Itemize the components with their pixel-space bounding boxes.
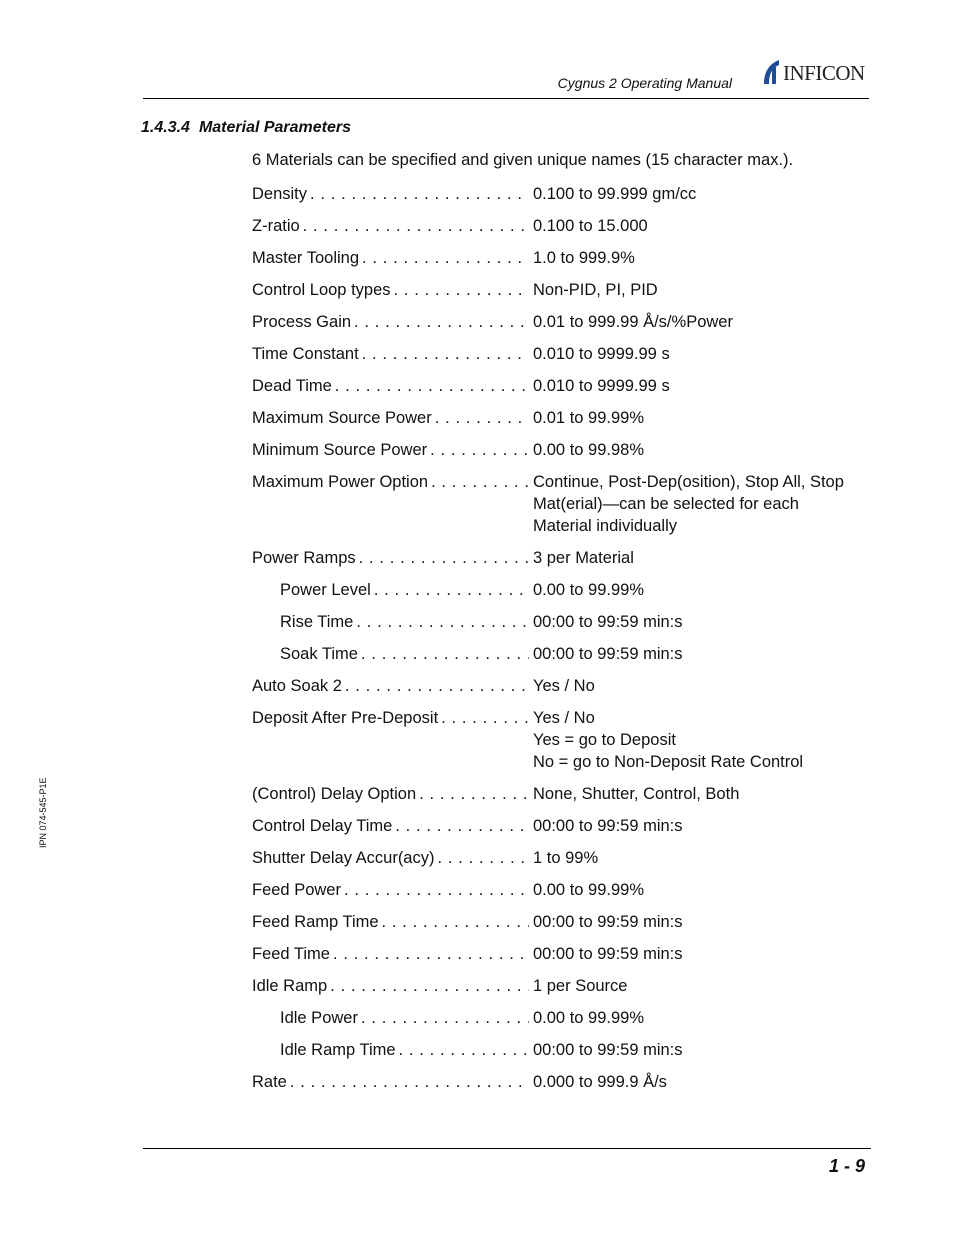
parameter-label-cell: [252, 579, 533, 601]
parameter-list: [252, 183, 872, 1103]
parameter-row: [252, 215, 872, 237]
parameter-row: [252, 375, 872, 397]
parameter-row: [252, 247, 872, 269]
parameter-value: [533, 579, 872, 601]
parameter-label-cell: [252, 343, 533, 365]
parameter-label: Idle Power: [280, 1009, 358, 1027]
parameter-value: [533, 279, 872, 301]
parameter-label-cell: [252, 1007, 533, 1029]
parameter-row: [252, 311, 872, 333]
dot-leader: [290, 1071, 529, 1093]
dot-leader: [361, 1007, 529, 1029]
parameter-label: Soak Time: [280, 645, 358, 663]
parameter-row: [252, 847, 872, 869]
parameter-value: [533, 847, 872, 869]
parameter-label-cell: [252, 943, 533, 965]
parameter-label-cell: [252, 1039, 533, 1061]
parameter-value: [533, 547, 872, 569]
parameter-label-cell: [252, 247, 533, 269]
parameter-value: [533, 911, 872, 933]
parameter-value: [533, 311, 872, 333]
parameter-row: [252, 547, 872, 569]
parameter-label: Maximum Power Option: [252, 473, 429, 491]
parameter-label-cell: [252, 643, 533, 665]
parameter-value: [533, 215, 872, 237]
parameter-value-line: 3 per Material: [533, 549, 634, 567]
parameter-row: [252, 643, 872, 665]
parameter-label-cell: [252, 815, 533, 837]
parameter-label-cell: [252, 675, 533, 697]
parameter-label: Process Gain: [252, 313, 352, 331]
parameter-row: [252, 439, 872, 461]
parameter-row: [252, 1071, 872, 1093]
parameter-row: [252, 1039, 872, 1061]
parameter-value: [533, 1071, 872, 1093]
parameter-label-cell: [252, 611, 533, 633]
parameter-value-line: Yes = go to Deposit: [533, 731, 676, 749]
section-title: Material Parameters: [198, 119, 352, 136]
parameter-label-cell: [252, 471, 533, 537]
inficon-logo: [760, 58, 872, 86]
parameter-label: Deposit After Pre-Deposit: [252, 709, 439, 727]
parameter-label: Rate: [252, 1073, 287, 1091]
parameter-label-cell: [252, 879, 533, 901]
parameter-label-cell: [252, 183, 533, 205]
parameter-value-line: 1.0 to 999.9%: [533, 249, 635, 267]
dot-leader: [333, 943, 529, 965]
parameter-value-line: Material individually: [533, 517, 677, 535]
parameter-value-line: 0.010 to 9999.99 s: [533, 345, 670, 363]
dot-leader: [419, 783, 529, 805]
parameter-value: [533, 1007, 872, 1029]
parameter-label-cell: [252, 975, 533, 997]
parameter-value: [533, 643, 872, 665]
logo-wordmark: INFICON: [783, 61, 865, 85]
dot-leader: [435, 407, 529, 429]
parameter-value-line: 0.01 to 99.99%: [533, 409, 645, 427]
parameter-value-line: 1 to 99%: [533, 849, 599, 867]
parameter-row: [252, 879, 872, 901]
dot-leader: [382, 911, 529, 933]
section-intro: 6 Materials can be specified and given unique names (15 character max.).: [252, 151, 794, 169]
parameter-value: [533, 247, 872, 269]
parameter-row: [252, 1007, 872, 1029]
section-number: 1.4.3.4: [141, 119, 190, 136]
parameter-value: [533, 783, 872, 805]
parameter-value: [533, 439, 872, 461]
parameter-value: [533, 183, 872, 205]
parameter-value: [533, 815, 872, 837]
parameter-label-cell: [252, 707, 533, 773]
parameter-label: Shutter Delay Accur(acy): [252, 849, 435, 867]
dot-leader: [430, 439, 529, 461]
parameter-value-line: 00:00 to 99:59 min:s: [533, 613, 683, 631]
parameter-row: [252, 183, 872, 205]
parameter-label-cell: [252, 311, 533, 333]
dot-leader: [345, 675, 529, 697]
page-number: 1 - 9: [828, 1156, 865, 1176]
parameter-value-line: Yes / No: [533, 709, 595, 727]
parameter-row: [252, 611, 872, 633]
dot-leader: [437, 847, 529, 869]
parameter-label-cell: [252, 375, 533, 397]
parameter-row: [252, 707, 872, 773]
logo-mark-icon: [760, 58, 782, 86]
parameter-row: [252, 279, 872, 301]
parameter-value-line: 00:00 to 99:59 min:s: [533, 817, 683, 835]
parameter-value-line: 0.00 to 99.98%: [533, 441, 645, 459]
dot-leader: [395, 815, 529, 837]
parameter-label: Feed Time: [252, 945, 330, 963]
parameter-value: [533, 879, 872, 901]
parameter-label: Time Constant: [252, 345, 359, 363]
parameter-value-line: Continue, Post-Dep(osition), Stop All, Stop: [533, 473, 844, 491]
parameter-value: [533, 1039, 872, 1061]
parameter-value-line: Mat(erial)—can be selected for each: [533, 495, 799, 513]
parameter-row: [252, 911, 872, 933]
dot-leader: [399, 1039, 529, 1061]
parameter-value-line: 0.01 to 999.99 Å/s/%Power: [533, 313, 733, 331]
parameter-value-line: Non-PID, PI, PID: [533, 281, 658, 299]
parameter-value-line: No = go to Non-Deposit Rate Control: [533, 753, 804, 771]
parameter-label-cell: [252, 911, 533, 933]
parameter-row: [252, 783, 872, 805]
parameter-value-line: 0.00 to 99.99%: [533, 881, 645, 899]
parameter-label: Control Loop types: [252, 281, 391, 299]
parameter-row: [252, 407, 872, 429]
parameter-value-line: 00:00 to 99:59 min:s: [533, 1041, 683, 1059]
parameter-label: Density: [252, 185, 308, 203]
dot-leader: [441, 707, 529, 773]
parameter-label: Control Delay Time: [252, 817, 393, 835]
parameter-label-cell: [252, 407, 533, 429]
parameter-value: [533, 975, 872, 997]
parameter-row: [252, 815, 872, 837]
parameter-row: [252, 943, 872, 965]
parameter-label: Power Ramps: [252, 549, 356, 567]
parameter-label: Dead Time: [252, 377, 332, 395]
header-rule: [143, 98, 869, 99]
dot-leader: [335, 375, 529, 397]
parameter-value-line: None, Shutter, Control, Both: [533, 785, 740, 803]
parameter-row: [252, 471, 872, 537]
parameter-label: (Control) Delay Option: [252, 785, 417, 803]
parameter-value: [533, 375, 872, 397]
dot-leader: [310, 183, 529, 205]
parameter-value: [533, 471, 872, 537]
parameter-label-cell: [252, 547, 533, 569]
parameter-value: [533, 675, 872, 697]
parameter-row: [252, 579, 872, 601]
dot-leader: [354, 311, 529, 333]
dot-leader: [431, 471, 529, 537]
parameter-label-cell: [252, 215, 533, 237]
parameter-value-line: 0.100 to 15.000: [533, 217, 648, 235]
parameter-label: Auto Soak 2: [252, 677, 342, 695]
parameter-label: Feed Ramp Time: [252, 913, 379, 931]
parameter-label-cell: [252, 783, 533, 805]
document-part-number: IPN 074-545-P1E: [38, 777, 48, 848]
parameter-label-cell: [252, 439, 533, 461]
dot-leader: [330, 975, 529, 997]
parameter-label: Rise Time: [280, 613, 354, 631]
dot-leader: [359, 547, 529, 569]
section-heading: [141, 119, 351, 137]
parameter-value: [533, 611, 872, 633]
dot-leader: [303, 215, 529, 237]
parameter-label-cell: [252, 1071, 533, 1093]
manual-title: Cygnus 2 Operating Manual: [557, 75, 732, 91]
parameter-value: [533, 943, 872, 965]
parameter-value-line: 0.100 to 99.999 gm/cc: [533, 185, 697, 203]
parameter-label: Idle Ramp Time: [280, 1041, 396, 1059]
dot-leader: [356, 611, 529, 633]
parameter-label: Maximum Source Power: [252, 409, 432, 427]
parameter-label-cell: [252, 847, 533, 869]
parameter-value-line: 0.00 to 99.99%: [533, 1009, 645, 1027]
parameter-row: [252, 675, 872, 697]
parameter-label: Master Tooling: [252, 249, 360, 267]
parameter-label: Feed Power: [252, 881, 341, 899]
parameter-row: [252, 975, 872, 997]
parameter-label: Z-ratio: [252, 217, 300, 235]
parameter-label: Power Level: [280, 581, 371, 599]
dot-leader: [362, 247, 529, 269]
parameter-value-line: 0.00 to 99.99%: [533, 581, 645, 599]
footer-rule: [143, 1148, 871, 1149]
parameter-value-line: 1 per Source: [533, 977, 628, 995]
parameter-value: [533, 343, 872, 365]
dot-leader: [362, 343, 529, 365]
parameter-value-line: 00:00 to 99:59 min:s: [533, 945, 683, 963]
parameter-value-line: 0.000 to 999.9 Å/s: [533, 1073, 667, 1091]
parameter-label: Minimum Source Power: [252, 441, 428, 459]
parameter-value: [533, 707, 872, 773]
parameter-label: Idle Ramp: [252, 977, 328, 995]
parameter-label-cell: [252, 279, 533, 301]
dot-leader: [394, 279, 529, 301]
dot-leader: [374, 579, 529, 601]
dot-leader: [361, 643, 529, 665]
parameter-value-line: Yes / No: [533, 677, 595, 695]
parameter-value-line: 00:00 to 99:59 min:s: [533, 913, 683, 931]
parameter-value-line: 00:00 to 99:59 min:s: [533, 645, 683, 663]
parameter-row: [252, 343, 872, 365]
parameter-value-line: 0.010 to 9999.99 s: [533, 377, 670, 395]
parameter-value: [533, 407, 872, 429]
dot-leader: [344, 879, 529, 901]
